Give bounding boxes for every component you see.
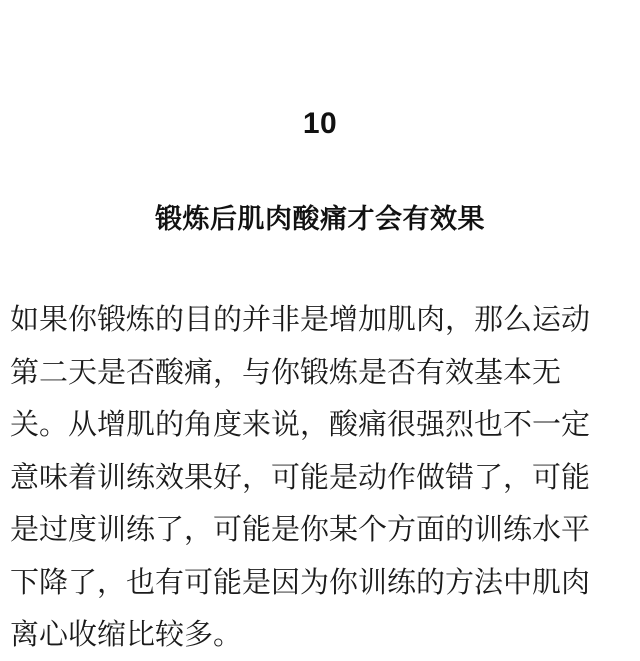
- paragraph-line: 下降了，也有可能是因为你训练的方法中肌肉: [10, 564, 591, 599]
- body-paragraph: [10, 293, 630, 661]
- paragraph-line: 第二天是否酸痛，与你锻炼是否有效基本无: [10, 354, 562, 389]
- paragraph-line: 关。从增肌的角度来说，酸痛很强烈也不一定: [10, 407, 591, 441]
- section-title: 锻炼后肌肉酸痛才会有效果: [155, 204, 485, 235]
- paragraph-line: 意味着训练效果好，可能是动作做错了，可能: [10, 459, 591, 494]
- paragraph-line: 是过度训练了，可能是你某个方面的训练水平: [10, 512, 591, 546]
- paragraph-line: 离心收缩比较多。: [10, 617, 243, 651]
- paragraph-line: 如果你锻炼的目的并非是增加肌肉，那么运动: [10, 302, 591, 336]
- section-number: 10: [302, 107, 338, 140]
